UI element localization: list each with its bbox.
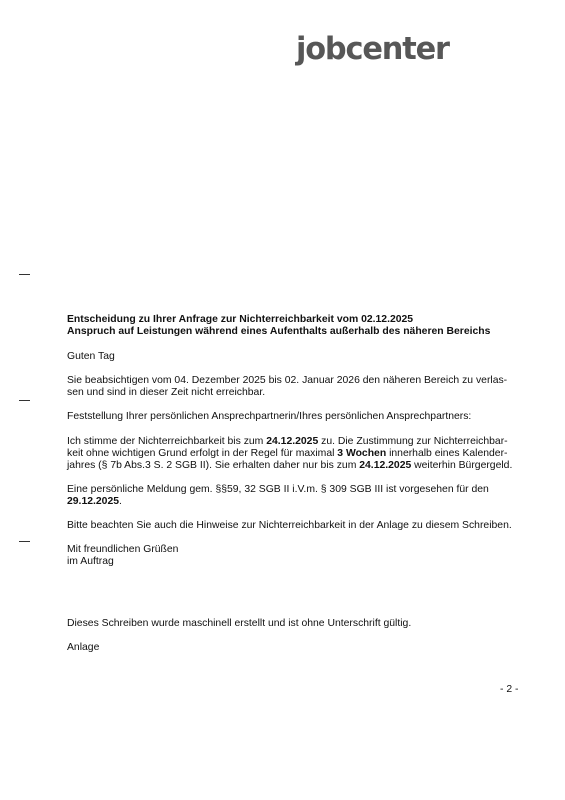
attachment-label: Anlage (67, 642, 100, 654)
decision-paragraph (67, 436, 529, 472)
contact-paragraph: Feststellung Ihrer persönlichen Ansprechpartnerin/Ihres persönlichen Ansprechpartners: (67, 411, 472, 423)
punch-mark (19, 400, 30, 401)
decision-line-1-after: zu. Die Zustimmung zur Nichterreichbar- (318, 435, 508, 447)
closing (67, 544, 529, 568)
letter-body (67, 314, 529, 655)
decision-date-2: 24.12.2025 (359, 459, 412, 471)
closing-line-1: Mit freundlichen Grüßen (67, 544, 179, 556)
greeting: Guten Tag (67, 351, 115, 363)
decision-line-3-after: weiterhin Bürgergeld. (411, 459, 513, 471)
decision-line-3 (67, 460, 529, 472)
closing-line-2: im Auftrag (67, 556, 114, 568)
intro-line-2: sen und sind in dieser Zeit nicht erreichbar. (67, 387, 266, 399)
maximum-duration: 3 Wochen (337, 447, 387, 459)
decision-line-2 (67, 448, 529, 460)
machine-generated-note: Dieses Schreiben wurde maschinell erstellt und ist ohne Unterschrift gültig. (67, 618, 412, 630)
fold-mark-bottom (19, 541, 30, 542)
decision-line-1-before: Ich stimme der Nichterreichbarkeit bis zum (67, 435, 267, 447)
subject-line-2: Anspruch auf Leistungen während eines Aufenthalts außerhalb des näheren Bereichs (67, 326, 491, 338)
decision-line-2-before: keit ohne wichtigen Grund erfolgt in der Regel für maximal (67, 447, 338, 459)
meeting-paragraph (67, 484, 529, 508)
page-number: - 2 - (500, 684, 519, 695)
subject-line-1: Entscheidung zu Ihrer Anfrage zur Nichterreichbarkeit vom 02.12.2025 (67, 314, 414, 325)
fold-mark-top (19, 274, 30, 275)
intro-paragraph (67, 375, 529, 399)
decision-date-1: 24.12.2025 (266, 435, 319, 447)
decision-line-2-after: innerhalb eines Kalender- (386, 447, 508, 459)
meeting-date: 29.12.2025 (67, 495, 120, 507)
intro-line-1: Sie beabsichtigen vom 04. Dezember 2025 bis 02. Januar 2026 den näheren Bereich zu verlas- (67, 375, 508, 387)
decision-line-1 (67, 436, 529, 448)
meeting-line-2 (67, 496, 529, 508)
meeting-line-1: Eine persönliche Meldung gem. §§59, 32 SGB II i.V.m. § 309 SGB III ist vorgesehen für den (67, 483, 489, 495)
meeting-period: . (119, 495, 122, 507)
decision-line-3-before: jahres (§ 7b Abs.3 S. 2 SGB II). Sie erhalten daher nur bis zum (67, 459, 360, 471)
notice-paragraph: Bitte beachten Sie auch die Hinweise zur Nichterreichbarkeit in der Anlage zu diesem Schreiben. (67, 520, 512, 532)
jobcenter-logo: jobcenter (296, 31, 449, 67)
